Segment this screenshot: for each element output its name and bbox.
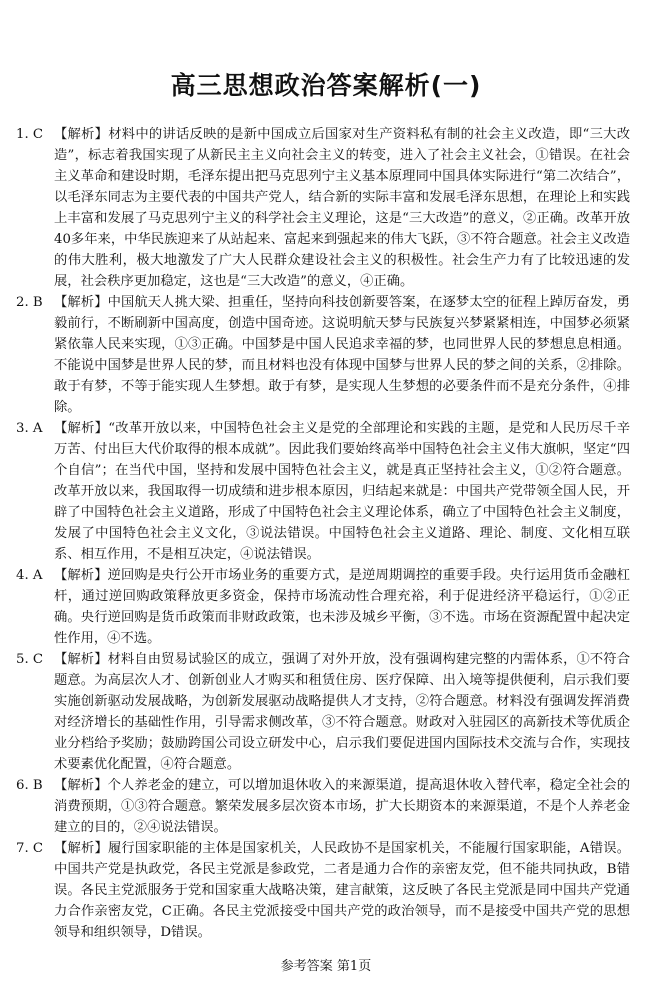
answer-number: 2. B xyxy=(16,295,43,310)
answer-item xyxy=(16,418,630,565)
answer-number: 1. C xyxy=(16,127,44,142)
answer-item xyxy=(16,292,630,418)
answer-number: 7. C xyxy=(16,841,44,856)
answer-number: 6. B xyxy=(16,778,43,793)
answer-list xyxy=(16,124,630,943)
answer-explanation: 【解析】中国航天人挑大梁、担重任，坚持向科技创新要答案，在逐梦太空的征程上踔厉奋发，勇毅前行，不断刷新中国高度，创造中国奇迹。这说明航天梦与民族复兴梦紧紧相连，中国梦必须紧紧依靠人民来实现，①③正确。中国梦是中国人民追求幸福的梦，也同世界人民的梦想息息相通。不能说中国梦是世界人民的梦，而且材料也没有体现中国梦与世界人民的梦之间的关系，②排除。敢于有梦，不等于能实现人生梦想。敢于有梦，是实现人生梦想的必要条件而不是充分条件，④排除。 xyxy=(54,295,630,415)
answer-item xyxy=(16,775,630,838)
answer-explanation: 【解析】个人养老金的建立，可以增加退休收入的来源渠道，提高退休收入替代率，稳定全社会的消费预期，①③符合题意。繁荣发展多层次资本市场，扩大长期资本的来源渠道，不是个人养老金建立的目的，②④说法错误。 xyxy=(54,778,630,835)
answer-item xyxy=(16,124,630,292)
page-title: 高三思想政治答案解析(一) xyxy=(170,71,482,100)
answer-explanation: 【解析】逆回购是央行公开市场业务的重要方式，是逆周期调控的重要手段。央行运用货币金融杠杆，通过逆回购政策释放更多资金，保持市场流动性合理充裕，利于促进经济平稳运行，①②正确。央行逆回购是货币政策而非财政政策，也未涉及城乡平衡，③不选。市场在资源配置中起决定性作用，④不选。 xyxy=(54,568,630,646)
page-footer: 参考答案 第1页 xyxy=(280,959,372,974)
answer-item xyxy=(16,649,630,775)
answer-explanation: 【解析】“改革开放以来，中国特色社会主义是党的全部理论和实践的主题，是党和人民历尽千辛万苦、付出巨大代价取得的根本成就”。因此我们要始终高举中国特色社会主义伟大旗帜，坚定“四个自信”；在当代中国，坚持和发展中国特色社会主义，就是真正坚持社会主义，①②符合题意。改革开放以来，我国取得一切成绩和进步根本原因，归结起来就是：中国共产党带领全国人民，开辟了中国特色社会主义道路，形成了中国特色社会主义理论体系，确立了中国特色社会主义制度，发展了中国特色社会主义文化，③说法错误。中国特色社会主义道路、理论、制度、文化相互联系、相互作用，不是相互决定，④说法错误。 xyxy=(54,421,630,562)
answer-number: 3. A xyxy=(16,421,43,436)
answer-item xyxy=(16,565,630,649)
answer-item xyxy=(16,838,630,943)
answer-number: 4. A xyxy=(16,568,43,583)
answer-explanation: 【解析】材料中的讲话反映的是新中国成立后国家对生产资料私有制的社会主义改造，即“三大改造”，标志着我国实现了从新民主主义向社会主义的转变，进入了社会主义社会，①错误。在社会主义革命和建设时期，毛泽东提出把马克思列宁主义基本原理同中国具体实际进行“第二次结合”，以毛泽东同志为主要代表的中国共产党人，结合新的实际丰富和发展毛泽东思想，在理论上和实践上丰富和发展了马克思列宁主义的科学社会主义理论，这是“三大改造”的意义，②正确。改革开放40多年来，中华民族迎来了从站起来、富起来到强起来的伟大飞跃，③不符合题意。社会主义改造的伟大胜利，极大地激发了广大人民群众建设社会主义的积极性。社会生产力有了比较迅速的发展，社会秩序更加稳定，这也是“三大改造”的意义，④正确。 xyxy=(54,127,630,289)
answer-number: 5. C xyxy=(16,652,44,667)
answer-explanation: 【解析】履行国家职能的主体是国家机关，人民政协不是国家机关，不能履行国家职能，A错误。中国共产党是执政党，各民主党派是参政党，二者是通力合作的亲密友党，但不能共同执政，B错误。各民主党派服务于党和国家重大战略决策，建言献策，这反映了各民主党派是同中国共产党通力合作亲密友党，C正确。各民主党派接受中国共产党的政治领导，而不是接受中国共产党的思想领导和组织领导，D错误。 xyxy=(54,841,630,940)
answer-explanation: 【解析】材料自由贸易试验区的成立，强调了对外开放，没有强调构建完整的内需体系，①不符合题意。为高层次人才、创新创业人才购买和租赁住房、医疗保障、出入境等提供便利，启示我们要实施创新驱动发展战略，为创新发展驱动战略提供人才支持，②符合题意。材料没有强调发挥消费对经济增长的基础性作用，引导需求侧改革，③不符合题意。财政对入驻园区的高新技术等优质企业分档给予奖励；鼓励跨国公司设立研发中心，启示我们要促进国内国际技术交流与合作，实现技术要素优化配置，④符合题意。 xyxy=(54,652,630,772)
